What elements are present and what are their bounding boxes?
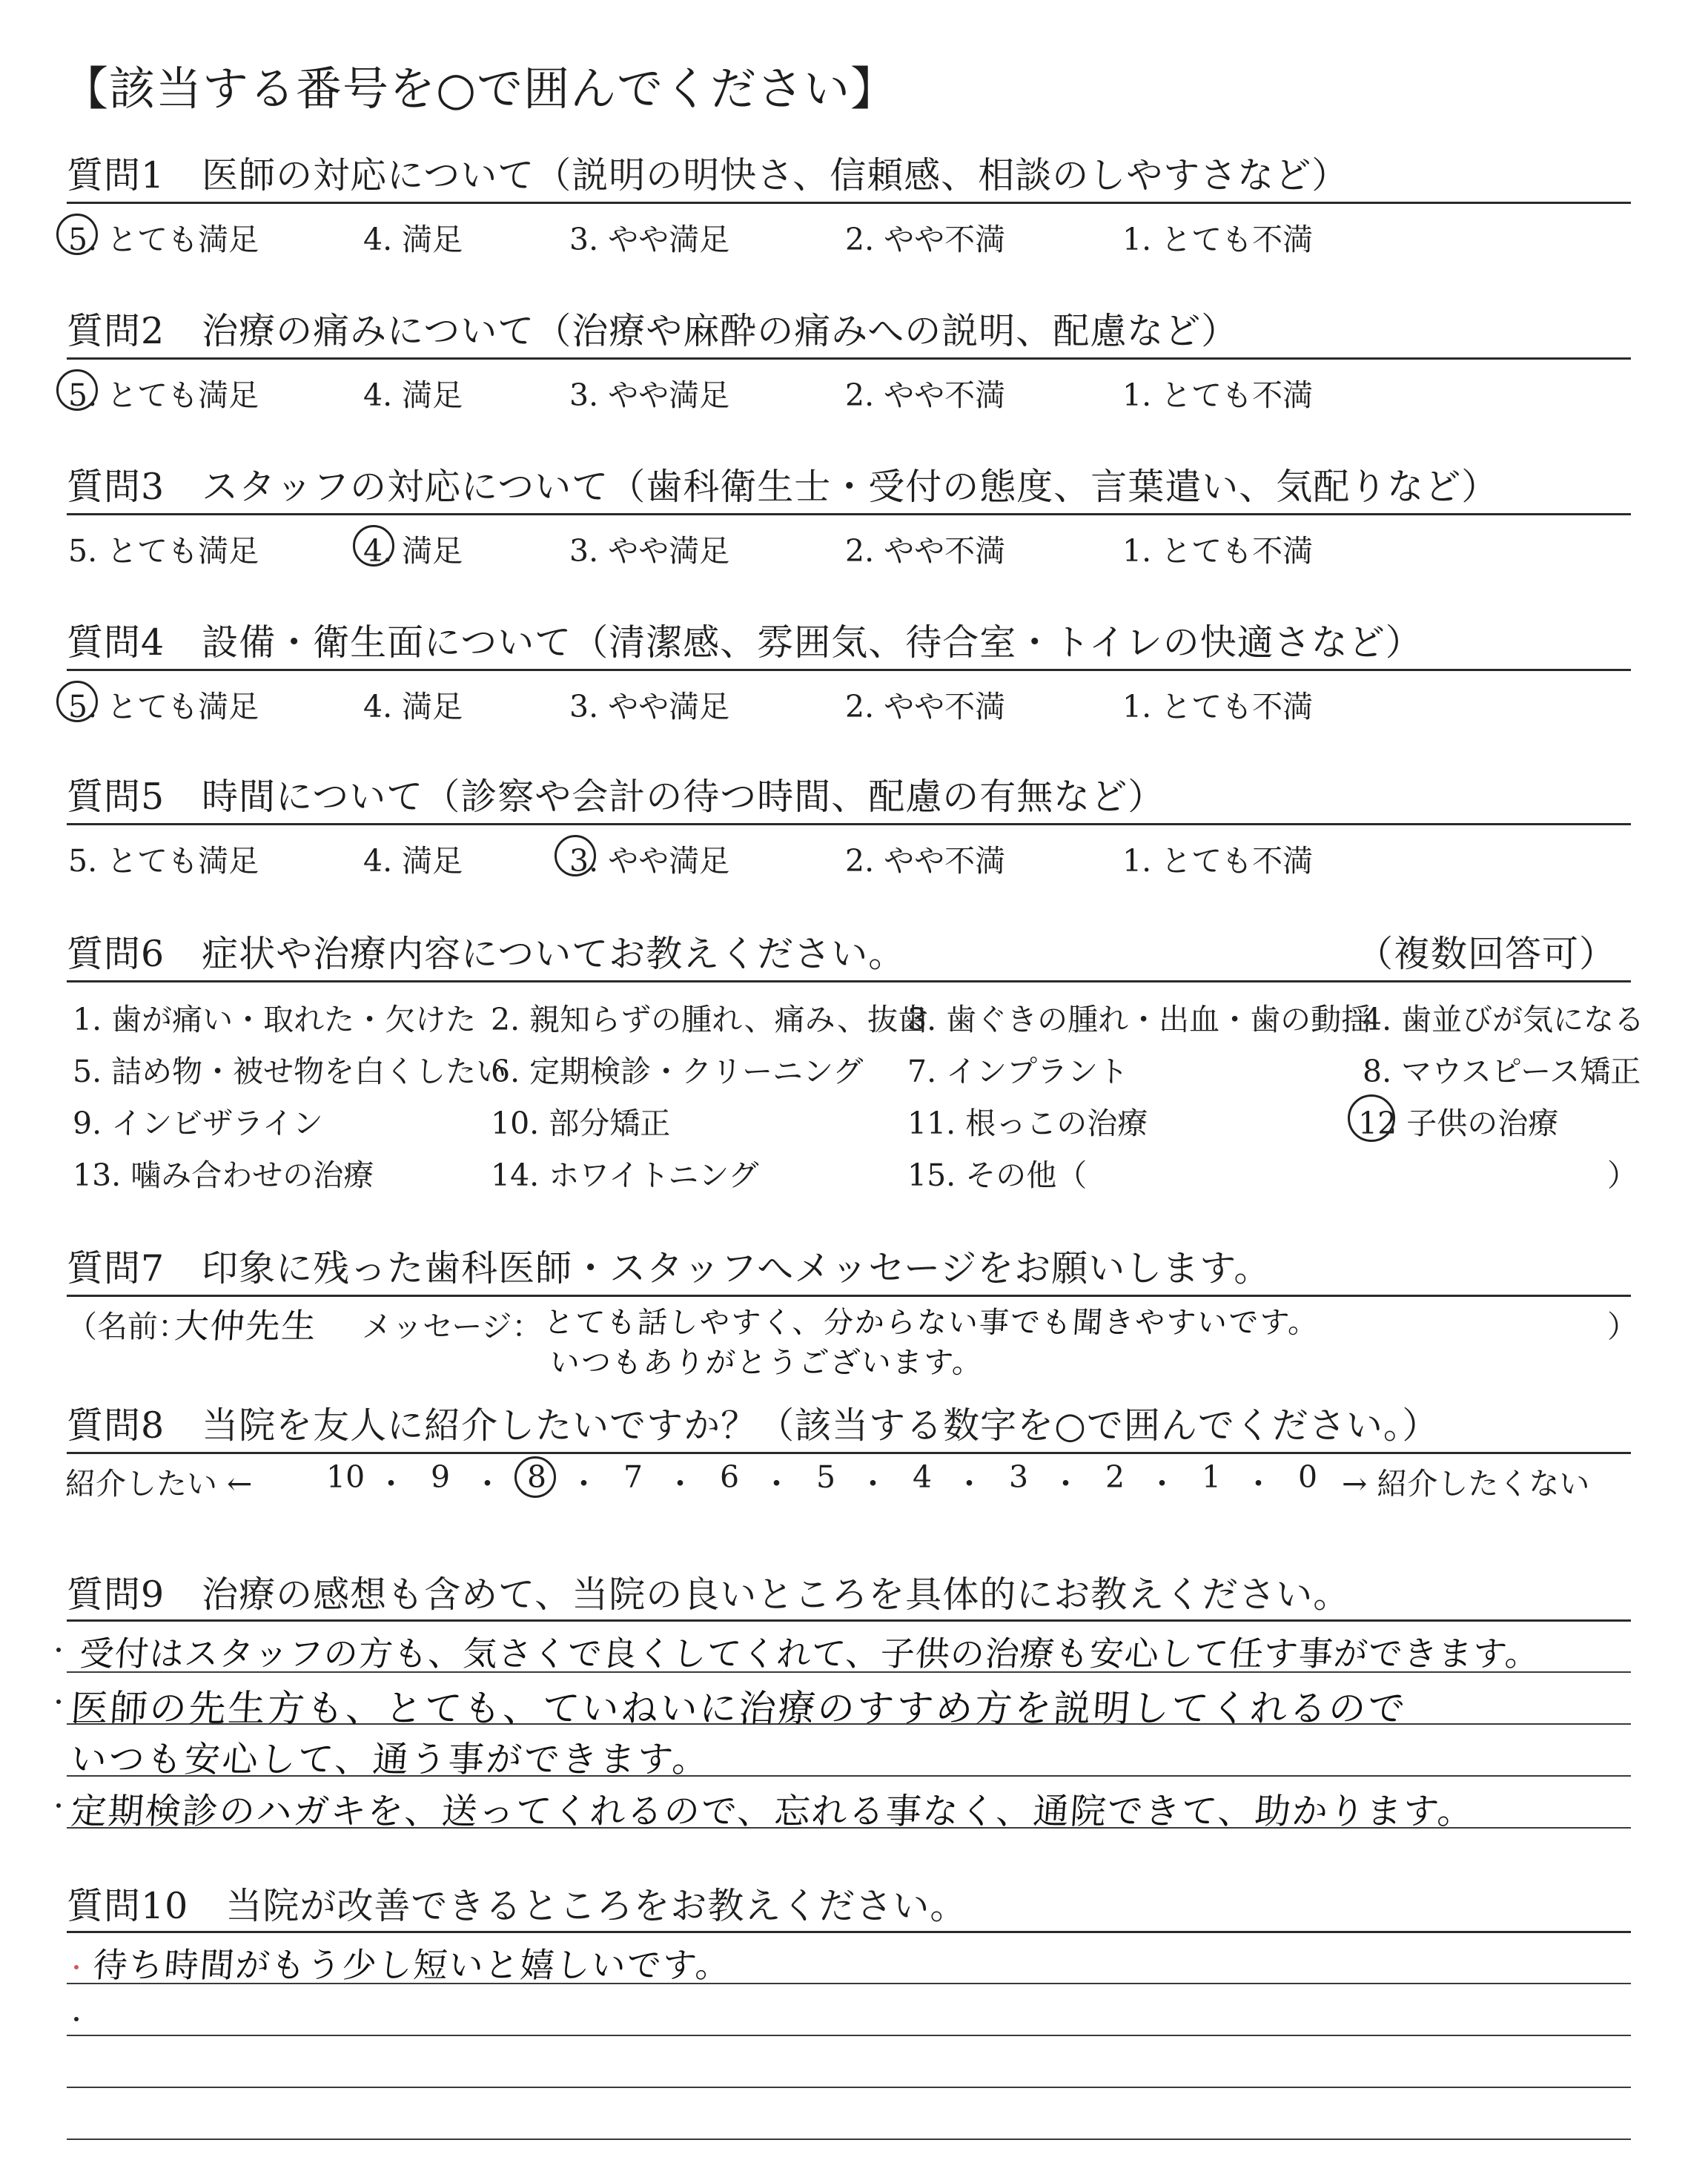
- question-2-label: 質問2 治療の痛みについて（治療や麻酔の痛みへの説明、配慮など）: [67, 310, 1239, 352]
- divider: [67, 823, 1631, 825]
- recommend-right-label: → 紹介したくない: [1342, 1466, 1590, 1502]
- q6-option[interactable]: 6. 定期検診・クリーニング: [491, 1054, 864, 1089]
- bullet-dot: [56, 1648, 61, 1652]
- scale-separator: ・: [569, 1466, 599, 1502]
- q6-option[interactable]: 9. インビザライン: [73, 1106, 323, 1141]
- bullet-dot: [74, 1965, 79, 1969]
- selection-circle: [514, 1456, 556, 1498]
- scale-number-9[interactable]: 9: [431, 1459, 451, 1495]
- name-value: 大仲先生: [173, 1306, 319, 1346]
- message-line-1: とても話しやすく、分からない事でも聞きやすいです。: [543, 1306, 1321, 1340]
- q1-option-5[interactable]: 5. とても満足: [68, 222, 259, 257]
- q6-option[interactable]: 11. 根っこの治療: [907, 1106, 1148, 1141]
- q6-option[interactable]: 4. 歯並びが気になる: [1363, 1002, 1645, 1037]
- scale-number-1[interactable]: 1: [1202, 1459, 1222, 1495]
- scale-separator: ・: [1050, 1466, 1081, 1502]
- page-title: 【該当する番号を○で囲んでください】: [62, 62, 898, 116]
- q5-option-2[interactable]: 2. やや不満: [845, 843, 1006, 879]
- divider: [67, 1931, 1631, 1933]
- scale-number-6[interactable]: 6: [720, 1459, 740, 1495]
- q5-option-1[interactable]: 1. とても不満: [1122, 843, 1314, 879]
- q6-option[interactable]: 10. 部分矯正: [491, 1106, 671, 1141]
- q5-option-5[interactable]: 5. とても満足: [68, 843, 259, 879]
- q6-option[interactable]: 2. 親知らずの腫れ、痛み、抜歯: [491, 1002, 929, 1037]
- question-10-label: 質問10 当院が改善できるところをお教えください。: [67, 1885, 967, 1927]
- divider: [67, 669, 1631, 671]
- question-6-label: 質問6 症状や治療内容についてお教えください。: [67, 933, 906, 975]
- comment-line: 受付はスタッフの方も、気さくで良くしてくれて、子供の治療も安心して任す事ができます。: [78, 1634, 1542, 1674]
- improvement-line: 待ち時間がもう少し短いと嬉しいです。: [91, 1945, 733, 1985]
- other-close-paren: ）: [1607, 1157, 1638, 1193]
- scale-separator: ・: [954, 1466, 984, 1502]
- q2-option-4[interactable]: 4. 満足: [363, 377, 463, 413]
- question-5-label: 質問5 時間について（診察や会計の待つ時間、配慮の有無など）: [67, 776, 1165, 818]
- message-close-paren: ）: [1607, 1309, 1638, 1344]
- q4-option-4[interactable]: 4. 満足: [363, 689, 463, 724]
- scale-number-4[interactable]: 4: [913, 1459, 933, 1495]
- selection-circle: [1348, 1094, 1395, 1142]
- q4-option-1[interactable]: 1. とても不満: [1122, 689, 1314, 724]
- q5-option-4[interactable]: 4. 満足: [363, 843, 463, 879]
- q2-option-5[interactable]: 5. とても満足: [68, 377, 259, 413]
- question-4-label: 質問4 設備・衛生面について（清潔感、雰囲気、待合室・トイレの快適さなど）: [67, 621, 1423, 664]
- q6-option[interactable]: 3. 歯ぐきの腫れ・出血・歯の動揺: [907, 1002, 1372, 1037]
- q2-option-1[interactable]: 1. とても不満: [1122, 377, 1314, 413]
- scale-number-7[interactable]: 7: [623, 1459, 643, 1495]
- divider: [67, 1452, 1631, 1454]
- scale-number-3[interactable]: 3: [1009, 1459, 1029, 1495]
- q4-option-2[interactable]: 2. やや不満: [845, 689, 1006, 724]
- q6-option[interactable]: 5. 詰め物・被せ物を白くしたい: [73, 1054, 507, 1089]
- selection-circle: [56, 214, 98, 255]
- bullet-dot: [56, 1803, 61, 1808]
- scale-separator: ・: [665, 1466, 695, 1502]
- scale-number-5[interactable]: 5: [816, 1459, 836, 1495]
- comment-line: 定期検診のハガキを、送ってくれるので、忘れる事なく、通院できて、助かります。: [69, 1791, 1476, 1832]
- divider: [67, 980, 1631, 982]
- name-prefix: （名前：: [67, 1309, 188, 1344]
- scale-separator: ・: [376, 1466, 406, 1502]
- scale-separator: ・: [472, 1466, 503, 1502]
- q4-option-3[interactable]: 3. やや満足: [569, 689, 730, 724]
- selection-circle: [353, 525, 394, 567]
- q2-option-3[interactable]: 3. やや満足: [569, 377, 730, 413]
- q1-option-2[interactable]: 2. やや不満: [845, 222, 1006, 257]
- question-9-label: 質問9 治療の感想も含めて、当院の良いところを具体的にお教えください。: [67, 1573, 1351, 1616]
- message-line-2: いつもありがとうございます。: [549, 1346, 985, 1380]
- scale-number-8[interactable]: 8: [527, 1459, 547, 1495]
- selection-circle: [555, 835, 596, 876]
- bullet-dot: [56, 1700, 61, 1704]
- multiple-answers-note: （複数回答可）: [1357, 933, 1617, 975]
- q4-option-5[interactable]: 5. とても満足: [68, 689, 259, 724]
- selection-circle: [56, 369, 98, 411]
- divider: [67, 357, 1631, 360]
- q6-option-other[interactable]: 15. その他（: [907, 1157, 1088, 1193]
- q6-option[interactable]: 12 子供の治療: [1358, 1106, 1559, 1141]
- divider: [67, 1619, 1631, 1622]
- q6-option[interactable]: 13. 噛み合わせの治療: [73, 1157, 374, 1193]
- comment-line: 医師の先生方も、とても、ていねいに治療のすすめ方を説明してくれるので: [69, 1687, 1409, 1730]
- scale-separator: ・: [858, 1466, 888, 1502]
- q6-option[interactable]: 1. 歯が痛い・取れた・欠けた: [73, 1002, 477, 1037]
- question-3-label: 質問3 スタッフの対応について（歯科衛生士・受付の態度、言葉遣い、気配りなど）: [67, 466, 1499, 508]
- divider: [67, 202, 1631, 204]
- question-8-label: 質問8 当院を友人に紹介したいですか？（該当する数字を○で囲んでください。）: [67, 1404, 1440, 1447]
- q6-option[interactable]: 8. マウスピース矯正: [1363, 1054, 1641, 1089]
- writing-line: [67, 2087, 1631, 2088]
- recommend-left-label: 紹介したい ←: [65, 1466, 253, 1502]
- q3-option-4[interactable]: 4. 満足: [363, 533, 463, 569]
- scale-separator: ・: [761, 1466, 792, 1502]
- scale-separator: ・: [1147, 1466, 1177, 1502]
- scale-number-2[interactable]: 2: [1105, 1459, 1125, 1495]
- q3-option-3[interactable]: 3. やや満足: [569, 533, 730, 569]
- q3-option-2[interactable]: 2. やや不満: [845, 533, 1006, 569]
- scale-number-10[interactable]: 10: [326, 1459, 365, 1495]
- writing-line: [67, 2138, 1631, 2140]
- question-1-label: 質問1 医師の対応について（説明の明快さ、信頼感、相談のしやすさなど）: [67, 154, 1349, 196]
- question-7-label: 質問7 印象に残った歯科医師・スタッフへメッセージをお願いします。: [67, 1247, 1271, 1289]
- scale-separator: ・: [1243, 1466, 1274, 1502]
- writing-line: [67, 2035, 1631, 2036]
- q2-option-2[interactable]: 2. やや不満: [845, 377, 1006, 413]
- comment-line: いつも安心して、通う事ができます。: [69, 1739, 712, 1780]
- message-prefix: メッセージ：: [362, 1309, 543, 1344]
- q3-option-1[interactable]: 1. とても不満: [1122, 533, 1314, 569]
- q1-option-1[interactable]: 1. とても不満: [1122, 222, 1314, 257]
- scale-number-0[interactable]: 0: [1298, 1459, 1318, 1495]
- selection-circle: [56, 681, 98, 722]
- q6-option[interactable]: 7. インプラント: [907, 1054, 1129, 1089]
- bullet-dot: [74, 2017, 79, 2021]
- divider: [67, 513, 1631, 515]
- q1-option-4[interactable]: 4. 満足: [363, 222, 463, 257]
- q1-option-3[interactable]: 3. やや満足: [569, 222, 730, 257]
- q3-option-5[interactable]: 5. とても満足: [68, 533, 259, 569]
- divider: [67, 1295, 1631, 1297]
- q6-option[interactable]: 14. ホワイトニング: [491, 1157, 759, 1193]
- q5-option-3[interactable]: 3. やや満足: [569, 843, 730, 879]
